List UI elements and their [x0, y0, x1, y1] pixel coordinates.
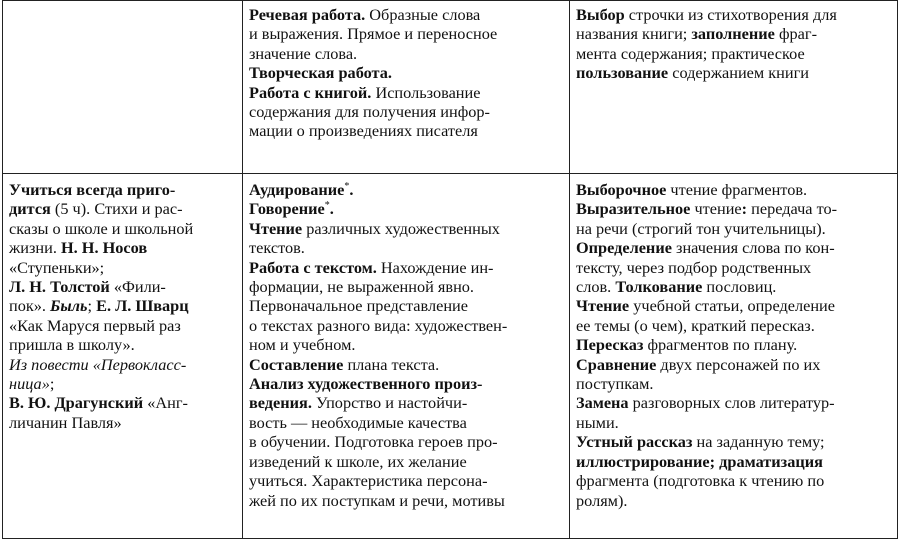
text-run: пользование: [576, 63, 669, 83]
table-row: [3, 174, 898, 539]
text-run: Упорство и настойчи-: [311, 393, 468, 413]
text-line: [249, 219, 563, 238]
text-run: Нахождение ин-: [376, 257, 494, 277]
text-run: Из повести «Первокласс-: [9, 354, 187, 374]
text-run: учебной статьи, определение: [629, 296, 835, 316]
text-run: учиться. Характеристика персона-: [249, 471, 488, 491]
text-run: пришла в школу».: [9, 335, 135, 355]
curriculum-table: [2, 0, 898, 539]
text-line: [249, 335, 563, 354]
text-run: строчки из стихотворения для: [624, 5, 837, 24]
text-line: [576, 199, 891, 218]
text-line: [249, 24, 563, 43]
text-run: Анализ художественного произ-: [249, 374, 483, 394]
text-line: [249, 258, 563, 277]
text-line: [9, 199, 236, 218]
text-run: формации, не выраженной явно.: [249, 277, 474, 297]
text-line: [249, 491, 563, 510]
text-run: иллюстрирование; драматизация: [576, 451, 823, 471]
text-run: Речевая работа.: [249, 5, 366, 24]
text-line: [9, 277, 236, 296]
text-run: личанин Павля»: [9, 412, 122, 432]
text-run: *: [324, 200, 330, 212]
text-run: Творческая работа.: [249, 63, 392, 83]
text-run: значение слова.: [249, 43, 358, 63]
text-line: [249, 413, 563, 432]
text-line: [249, 432, 563, 451]
text-line: [576, 180, 891, 199]
text-run: тексту, через подбор родственных: [576, 257, 812, 277]
text-line: [249, 316, 563, 335]
text-run: и выражения. Прямое и переносное: [249, 24, 498, 44]
text-line: [576, 277, 891, 296]
text-run: Сравнение: [576, 354, 657, 374]
text-run: передача то-: [747, 199, 838, 219]
text-run: ведения.: [249, 393, 312, 413]
topic-cell: [3, 174, 243, 539]
text-line: [249, 102, 563, 121]
text-run: чтение: [690, 199, 742, 219]
text-run: мации о произведениях писателя: [249, 121, 478, 141]
activities-cell: [570, 1, 898, 174]
text-run: Использование: [371, 82, 481, 102]
text-run: содержания для получения инфор-: [249, 102, 490, 122]
text-line: [576, 219, 891, 238]
text-run: Замена: [576, 393, 629, 413]
text-line: [249, 44, 563, 63]
table-row: [3, 1, 898, 174]
text-line: [576, 432, 891, 451]
text-line: [9, 238, 236, 257]
text-run: Аудирование: [249, 180, 345, 199]
text-run: на заданную тему;: [692, 432, 825, 452]
text-run: ее темы (о чем), краткий пересказ.: [576, 315, 815, 335]
text-run: Говорение: [249, 199, 325, 219]
text-run: пок».: [9, 296, 51, 316]
text-line: [576, 491, 891, 510]
text-line: [249, 121, 563, 140]
text-run: Н. Н. Носов: [60, 238, 148, 258]
text-run: ном и учебном.: [249, 335, 356, 355]
text-line: [9, 335, 236, 354]
text-line: [249, 180, 563, 199]
text-line: [576, 238, 891, 257]
text-run: ;: [49, 374, 55, 394]
text-line: [9, 258, 236, 277]
text-run: пословиц.: [702, 277, 777, 297]
text-line: [576, 413, 891, 432]
text-run: Образные слова: [365, 5, 481, 24]
text-run: фрагментов по плану.: [643, 335, 798, 355]
text-run: Выбор: [576, 5, 625, 24]
text-run: содержанием книги: [668, 63, 810, 83]
text-run: плана текста.: [343, 354, 440, 374]
text-line: [576, 393, 891, 412]
text-run: различных художественных: [302, 218, 500, 238]
text-line: [576, 296, 891, 315]
text-run: Работа с текстом.: [249, 257, 377, 277]
text-run: Е. Л. Шварц: [96, 296, 189, 316]
text-run: двух персонажей по их: [656, 354, 821, 374]
text-line: [249, 277, 563, 296]
text-run: Пересказ: [576, 335, 644, 355]
text-run: на речи (строгий тон учительницы).: [576, 218, 826, 238]
text-line: [9, 296, 236, 315]
text-line: [576, 5, 891, 24]
text-line: [576, 452, 891, 471]
text-line: [576, 63, 891, 82]
text-run: «Как Маруся первый раз: [9, 315, 181, 335]
text-line: [9, 180, 236, 199]
text-line: [9, 374, 236, 393]
activities-cell: [570, 174, 898, 539]
text-line: [249, 5, 563, 24]
text-line: [249, 374, 563, 393]
text-run: заполнение: [691, 24, 775, 44]
text-run: Составление: [249, 354, 344, 374]
text-run: значения слова по кон-: [671, 238, 835, 258]
text-line: [249, 83, 563, 102]
text-run: Устный рассказ: [576, 432, 693, 452]
text-line: [9, 316, 236, 335]
text-line: [576, 258, 891, 277]
text-run: ными.: [576, 412, 619, 432]
text-run: фрагмента (подготовка к чтению по: [576, 471, 825, 491]
text-run: изведений к школе, их желание: [249, 451, 467, 471]
text-line: [576, 374, 891, 393]
text-line: [249, 355, 563, 374]
text-run: вость — необходимые качества: [249, 412, 467, 432]
text-run: сказы о школе и школьной: [9, 218, 194, 238]
text-line: [249, 199, 563, 218]
topic-cell: [3, 1, 243, 174]
text-line: [249, 471, 563, 490]
text-line: [249, 238, 563, 257]
text-line: [576, 355, 891, 374]
text-run: Чтение: [249, 218, 303, 238]
text-run: разговорных слов литератур-: [628, 393, 835, 413]
text-line: [249, 63, 563, 82]
text-run: чтение фрагментов.: [666, 180, 808, 199]
text-run: жизни.: [9, 238, 61, 258]
text-line: [576, 316, 891, 335]
text-run: «Фили-: [109, 277, 166, 297]
text-run: ;: [87, 296, 97, 316]
text-run: Первоначальное представление: [249, 296, 468, 316]
text-run: ница»: [9, 374, 50, 394]
text-line: [249, 393, 563, 412]
text-run: текстов.: [249, 238, 305, 258]
text-run: Учиться всегда приго-: [9, 180, 176, 199]
text-run: Л. Н. Толстой: [9, 277, 110, 297]
text-line: [9, 413, 236, 432]
text-run: «Анг-: [143, 393, 188, 413]
text-line: [576, 335, 891, 354]
text-run: Определение: [576, 238, 672, 258]
text-run: мента содержания; практическое: [576, 43, 805, 63]
text-run: *: [344, 181, 350, 192]
text-run: Толкование: [615, 277, 703, 297]
content-cell: [243, 174, 570, 539]
content-cell: [243, 1, 570, 174]
text-run: жей по их поступкам и речи, мотивы: [249, 490, 505, 510]
text-run: фраг-: [774, 24, 817, 44]
text-run: дится: [9, 199, 51, 219]
text-run: Выразительное: [576, 199, 691, 219]
text-run: слов.: [576, 277, 616, 297]
text-run: (5 ч). Стихи и рас-: [50, 199, 183, 219]
text-line: [249, 452, 563, 471]
text-line: [9, 393, 236, 412]
text-run: в обучении. Подготовка героев про-: [249, 432, 498, 452]
text-run: «Ступеньки»;: [9, 257, 105, 277]
text-run: :: [741, 199, 748, 219]
text-run: .: [329, 199, 334, 219]
text-run: названия книги;: [576, 24, 692, 44]
text-run: Чтение: [576, 296, 630, 316]
text-line: [9, 219, 236, 238]
text-line: [576, 24, 891, 43]
text-line: [576, 471, 891, 490]
text-run: Быль: [50, 296, 88, 316]
text-run: Работа с книгой.: [249, 82, 372, 102]
text-run: .: [349, 180, 354, 199]
text-line: [249, 296, 563, 315]
text-line: [9, 355, 236, 374]
text-run: В. Ю. Драгунский: [9, 393, 144, 413]
text-run: ролям).: [576, 490, 628, 510]
text-run: поступкам.: [576, 374, 654, 394]
text-run: о текстах разного вида: художествен-: [249, 315, 508, 335]
text-line: [576, 44, 891, 63]
text-run: Выборочное: [576, 180, 667, 199]
